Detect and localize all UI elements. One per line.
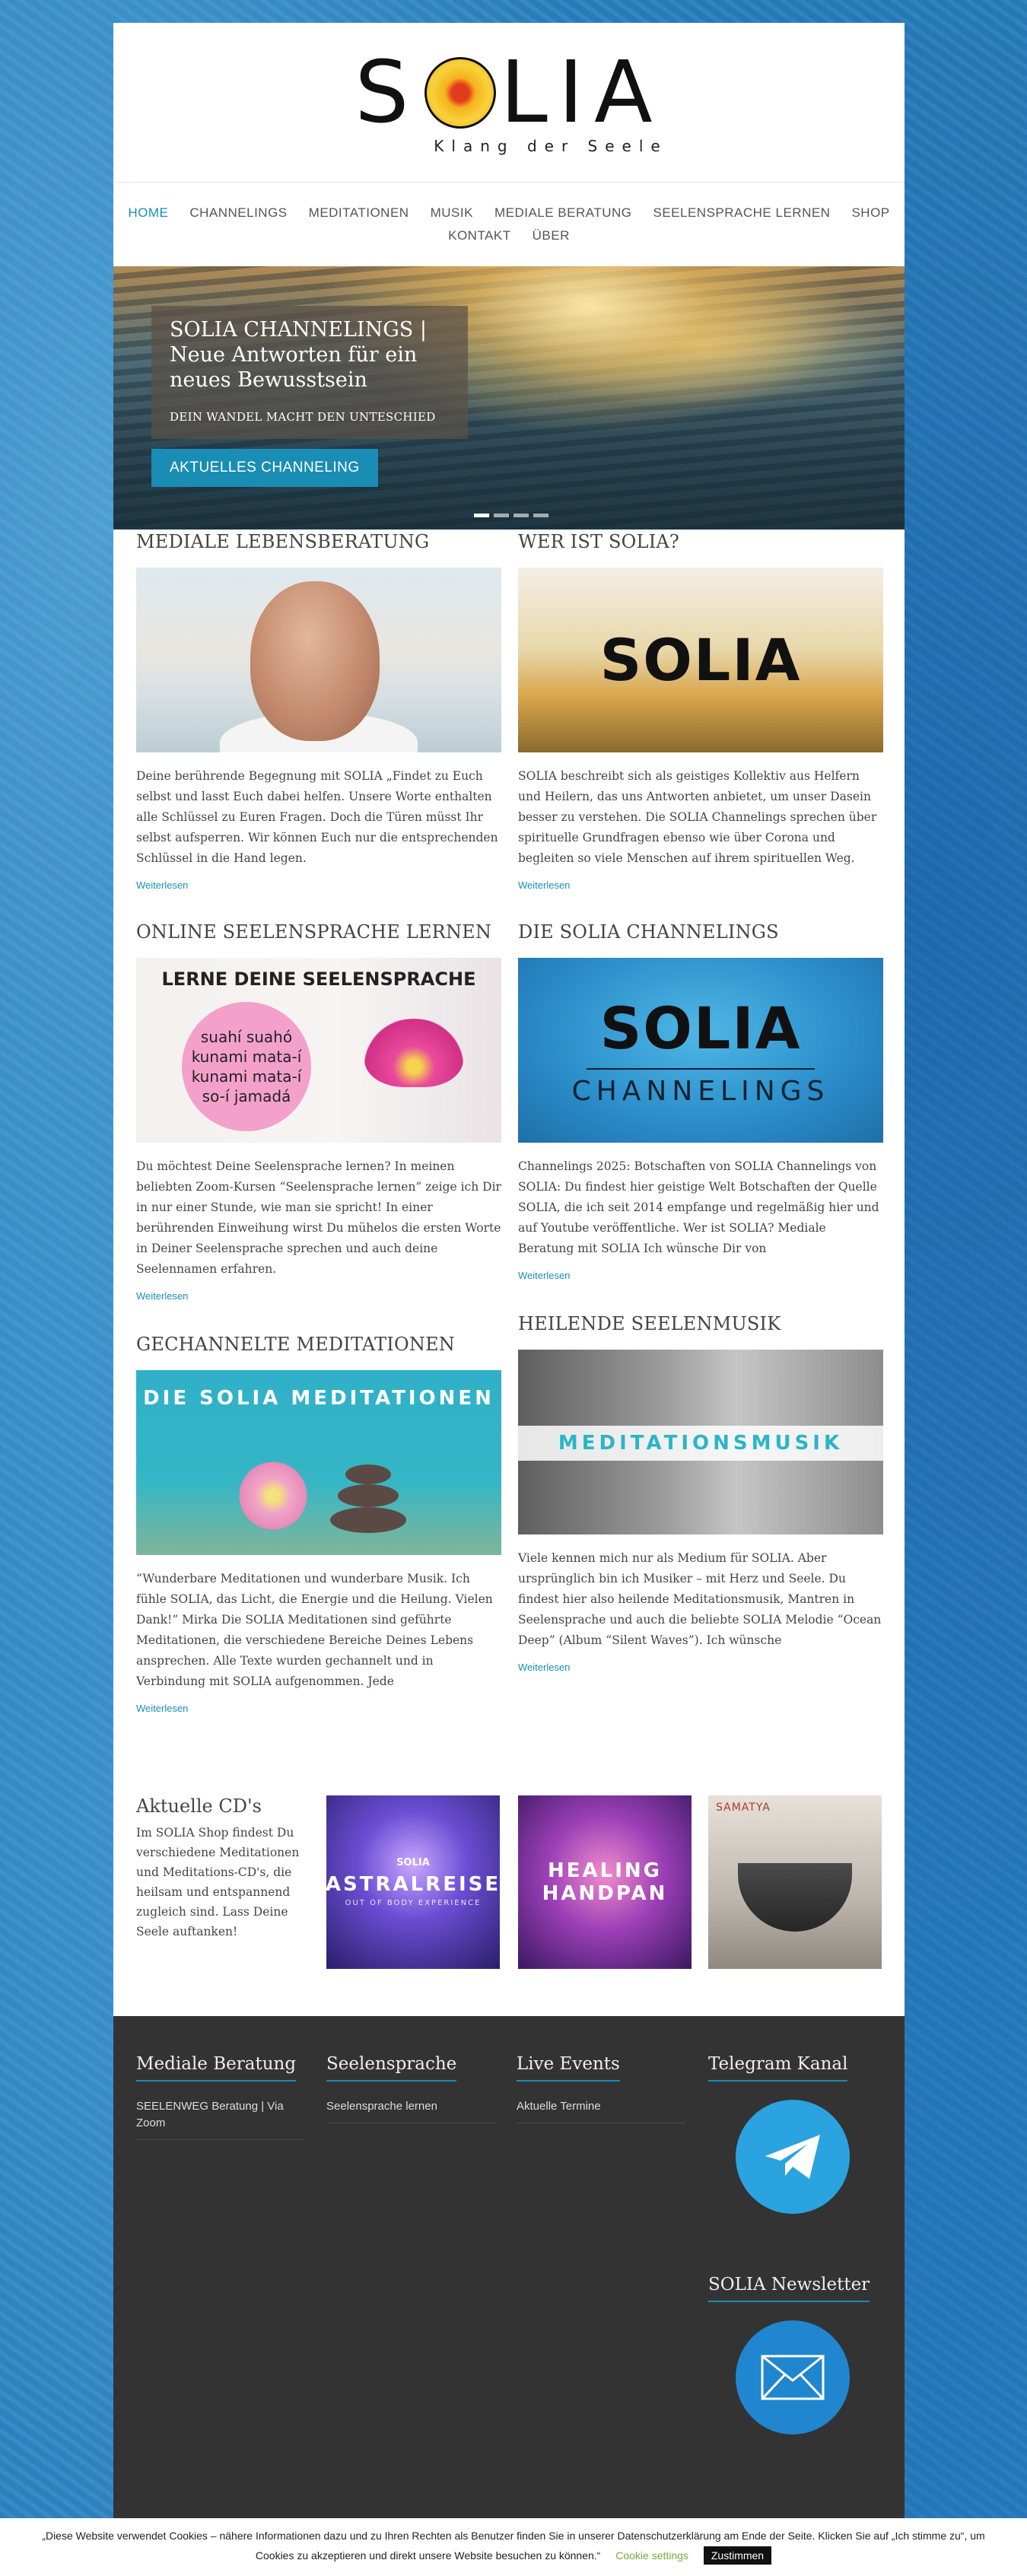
site-footer bbox=[113, 2016, 905, 2576]
post-title[interactable]: WER IST SOLIA? bbox=[518, 531, 679, 552]
footer-link[interactable]: Aktuelle Termine bbox=[517, 2098, 685, 2123]
post-title[interactable]: ONLINE SEELENSPRACHE LERNEN bbox=[136, 921, 492, 943]
post-image[interactable] bbox=[518, 958, 883, 1143]
post-image[interactable] bbox=[136, 568, 501, 752]
footer-col-beratung bbox=[136, 2054, 305, 2140]
footer-link[interactable]: SEELENWEG Beratung | Via Zoom bbox=[136, 2098, 305, 2140]
post-excerpt: “Wunderbare Meditationen und wunderbare Musik. Ich fühle SOLIA, das Licht, die Energie und die Heilung. Vielen Dank!” Mirka Die SOLIA Meditationen sind geführte Meditationen, die verschiedene Bereiche Deines Lebens ansprechen. Alle Texte wurden gechannelt und in Verbindung mit SOLIA aufgenommen. Jede bbox=[136, 1572, 493, 1688]
nav-item-seelensprache[interactable]: SEELENSPRACHE LERNEN bbox=[653, 205, 831, 220]
nav-item-home[interactable]: HOME bbox=[128, 205, 169, 220]
slider-dots bbox=[474, 514, 548, 517]
read-more-link[interactable]: Weiterlesen bbox=[136, 1703, 189, 1714]
slider-dot[interactable] bbox=[494, 514, 509, 517]
post-heilende-seelenmusik bbox=[518, 1313, 883, 1673]
post-mediale-lebensberatung bbox=[136, 531, 501, 891]
cookie-accept-button[interactable]: Zustimmen bbox=[704, 2546, 771, 2565]
footer-col-telegram bbox=[708, 2054, 877, 2214]
post-title[interactable]: GECHANNELTE MEDITATIONEN bbox=[136, 1334, 455, 1355]
footer-col-newsletter bbox=[708, 2275, 877, 2434]
footer-heading: SOLIA Newsletter bbox=[708, 2275, 870, 2302]
site-header bbox=[113, 23, 905, 183]
slider-dot[interactable] bbox=[474, 514, 489, 517]
cd-cover-samatya[interactable]: SAMATYA bbox=[708, 1795, 882, 1969]
hero-slider bbox=[113, 266, 905, 530]
post-excerpt: Viele kennen mich nur als Medium für SOLIA. Aber ursprünglich bin ich Musiker – mit Herz und Seele. Du findest hier also heilende Meditationsmusik, Mantren in Seelensprache und auch die beliebte SOLIA Melodie “Ocean Deep” (Album “Silent Waves”). Ich wünsche bbox=[518, 1551, 882, 1647]
post-excerpt: Channelings 2025: Botschaften von SOLIA Channelings von SOLIA: Du findest hier geistige Welt Botschaften der Quelle SOLIA, die ich seit 2014 empfange und regelmäßig hier und auf Youtube veröffentliche. Wer ist SOLIA? Mediale Beratung mit SOLIA Ich wünsche Dir von bbox=[518, 1159, 879, 1255]
cd-section bbox=[136, 1795, 882, 1978]
footer-heading: Mediale Beratung bbox=[136, 2054, 296, 2081]
mail-icon[interactable] bbox=[736, 2320, 850, 2434]
nav-item-shop[interactable]: SHOP bbox=[851, 205, 890, 220]
image-caption: SOLIA bbox=[599, 994, 802, 1062]
post-image[interactable] bbox=[518, 568, 883, 752]
hero-subtitle: DEIN WANDEL MACHT DEN UNTESCHIED bbox=[170, 409, 436, 424]
footer-col-seelensprache bbox=[326, 2054, 495, 2123]
logo-tagline: Klang der Seele bbox=[434, 136, 668, 155]
image-subcaption: CHANNELINGS bbox=[571, 1075, 830, 1107]
hero-caption bbox=[151, 306, 468, 439]
nav-item-channelings[interactable]: CHANNELINGS bbox=[189, 205, 288, 220]
telegram-icon[interactable] bbox=[736, 2100, 850, 2214]
post-image[interactable] bbox=[518, 1350, 883, 1534]
post-gechannelte-meditationen bbox=[136, 1334, 501, 1714]
post-excerpt: SOLIA beschreibt sich als geistiges Kollektiv aus Helfern und Heilern, das uns Antworten anbietet, um unser Dasein besser zu verstehen. Die SOLIA Channelings sprechen über spirituelle Grundfragen ebenso wie über Corona und begleiten so viele Menschen auf ihrem spirituellen Weg. bbox=[518, 769, 877, 865]
hero-title: SOLIA CHANNELINGS | Neue Antworten für ein neues Bewusstsein bbox=[170, 318, 427, 392]
nav-item-meditationen[interactable]: MEDITATIONEN bbox=[308, 205, 409, 220]
post-excerpt: Du möchtest Deine Seelensprache lernen? In meinen beliebten Zoom-Kursen “Seelensprache lernen” zeige ich Dir in nur einer Stunde, wie man sie spricht! In einer berührenden Einweihung wirst Du mühelos die ersten Worte in Deiner Seelensprache sprechen und auch deine Seelennamen erfahren. bbox=[136, 1159, 501, 1276]
post-image[interactable] bbox=[136, 958, 501, 1143]
read-more-link[interactable]: Weiterlesen bbox=[518, 879, 571, 891]
cd-cover-healing-handpan[interactable]: HEALING HANDPAN bbox=[518, 1795, 692, 1969]
cd-section-text: Im SOLIA Shop findest Du verschiedene Meditationen und Meditations-CD's, die heilsam und entspannend zugleich sind. Lass Deine Seele auftanken! bbox=[136, 1826, 300, 1938]
footer-link[interactable]: Seelensprache lernen bbox=[326, 2098, 495, 2123]
post-title[interactable]: HEILENDE SEELENMUSIK bbox=[518, 1313, 781, 1334]
image-caption: MEDITATIONSMUSIK bbox=[518, 1426, 883, 1461]
read-more-link[interactable]: Weiterlesen bbox=[136, 1290, 189, 1302]
read-more-link[interactable]: Weiterlesen bbox=[518, 1662, 571, 1673]
nav-item-musik[interactable]: MUSIK bbox=[430, 205, 473, 220]
nav-item-kontakt[interactable]: KONTAKT bbox=[448, 228, 511, 243]
post-seelensprache-lernen bbox=[136, 921, 501, 1302]
read-more-link[interactable]: Weiterlesen bbox=[136, 879, 189, 891]
image-language-circle: suahí suahó kunami mata-í kunami mata-í so-í jamadá bbox=[182, 1002, 311, 1131]
singing-bowl bbox=[738, 1863, 852, 1932]
footer-heading: Live Events bbox=[517, 2054, 620, 2081]
page-container bbox=[113, 23, 905, 2576]
slider-dot[interactable] bbox=[514, 514, 529, 517]
image-caption: LERNE DEINE SEELENSPRACHE bbox=[161, 968, 476, 990]
footer-heading: Telegram Kanal bbox=[708, 2054, 847, 2081]
logo-letter-s: S bbox=[355, 43, 420, 142]
cookie-text-line2: Cookies zu akzeptieren und direkt unsere Website besuchen zu können.“ bbox=[255, 2549, 601, 2562]
main-navigation bbox=[113, 183, 905, 266]
lotus-flower bbox=[364, 1019, 463, 1087]
post-title[interactable]: MEDIALE LEBENSBERATUNG bbox=[136, 531, 430, 552]
image-caption: SOLIA bbox=[599, 626, 802, 694]
post-image[interactable] bbox=[136, 1370, 501, 1555]
cookie-settings-link[interactable]: Cookie settings bbox=[615, 2549, 688, 2562]
site-logo[interactable] bbox=[350, 43, 668, 155]
read-more-link[interactable]: Weiterlesen bbox=[518, 1270, 571, 1281]
cd-cover-astralreise[interactable]: SOLIA ASTRALREISE OUT OF BODY EXPERIENCE bbox=[326, 1795, 500, 1969]
cd-section-title: Aktuelle CD's bbox=[136, 1795, 262, 1817]
cookie-text-line1: „Diese Website verwendet Cookies – nähere Informationen dazu und zu Ihren Rechten als Benutzer finden Sie in unserer Datenschutzerklärung am Ende der Seite. Klicken Sie auf „Ich stimme zu“, um bbox=[42, 2530, 985, 2542]
post-solia-channelings bbox=[518, 921, 883, 1281]
nav-item-mediale-beratung[interactable]: MEDIALE BERATUNG bbox=[494, 205, 632, 220]
footer-col-events bbox=[517, 2054, 685, 2123]
slider-dot[interactable] bbox=[533, 514, 548, 517]
current-channeling-button[interactable]: AKTUELLES CHANNELING bbox=[151, 449, 378, 487]
post-wer-ist-solia bbox=[518, 531, 883, 891]
post-title[interactable]: DIE SOLIA CHANNELINGS bbox=[518, 921, 779, 943]
post-excerpt: Deine berührende Begegnung mit SOLIA „Findet zu Euch selbst und lasst Euch dabei helfen. Unsere Worte enthalten alle Schlüssel zu Euren Fragen. Doch die Türen müsst Ihr selbst aufsperren. Wir können Euch nur die entsprechenden Schlüssel in die Hand legen. bbox=[136, 769, 498, 865]
logo-letters-lia: LIA bbox=[500, 43, 663, 142]
image-caption: DIE SOLIA MEDITATIONEN bbox=[143, 1387, 494, 1410]
footer-heading: Seelensprache bbox=[326, 2054, 456, 2081]
cookie-banner bbox=[0, 2518, 1027, 2576]
nav-item-ueber[interactable]: ÜBER bbox=[532, 228, 570, 243]
sun-icon bbox=[424, 57, 496, 129]
